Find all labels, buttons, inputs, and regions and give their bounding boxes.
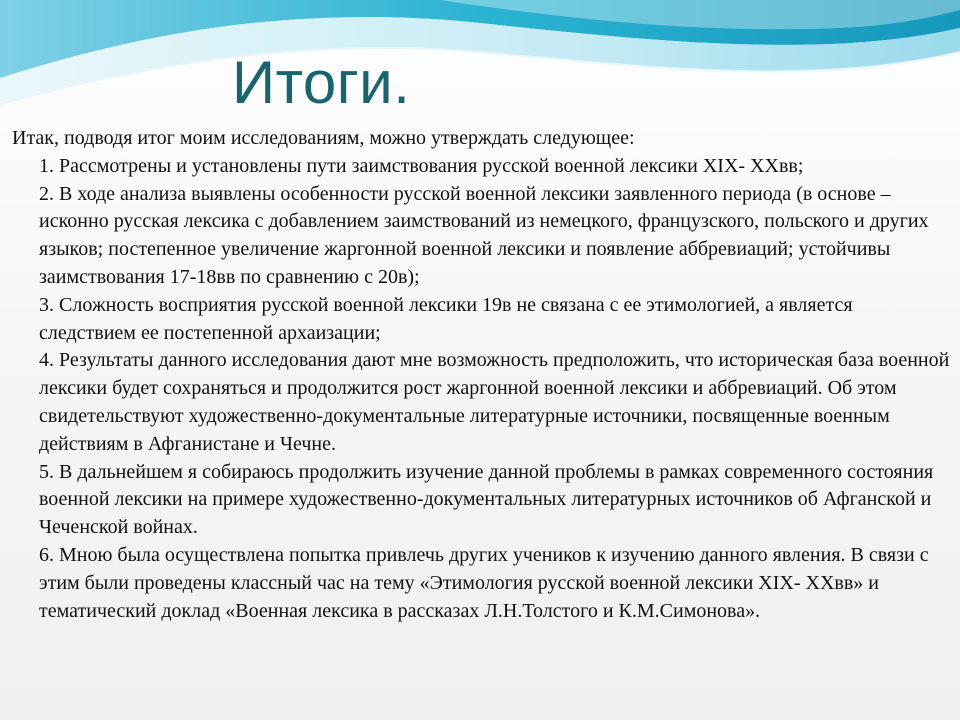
list-item-2: 2. В ходе анализа выявлены особенности русской военной лексики заявленного периода (в основе – исконно русская лексика с добавлением заимствований из немецкого, французского, польского и других языков; постепенное увеличение жаргонной военной лексики и появление аббревиаций; устойчивы заимствования 17-18вв по сравнению с 20в); <box>39 182 929 288</box>
list-item-1: 1. Рассмотрены и установлены пути заимствования русской военной лексики XIX- XXвв; <box>39 154 804 177</box>
slide-title: Итоги. <box>232 49 411 116</box>
slide-body <box>12 125 952 625</box>
list-item-5: 5. В дальнейшем я собираюсь продолжить изучение данной проблемы в рамках современного состояния военной лексики на примере художественно-документальных литературных источников об Афганской и Чеченской войнах. <box>39 460 934 539</box>
list-item-4: 4. Результаты данного исследования дают мне возможность предположить, что историческая база военной лексики будет сохраняться и продолжится рост жаргонной военной лексики и аббревиаций. Об этом свидетельствуют художественно-документальные литературные источники, посвященные военным действиям в Афганистане и Чечне. <box>39 349 950 455</box>
list-item-6: 6. Мною была осуществлена попытка привлечь других учеников к изучению данного явления. В связи с этим были проведены классный час на тему «Этимология русской военной лексики XIX- XXвв» и тематический доклад «Военная лексика в рассказах Л.Н.Толстого и К.М.Симонова». <box>39 543 929 622</box>
decorative-wave-header <box>0 0 960 130</box>
intro-text: Итак, подводя итог моим исследованиям, можно утверждать следующее: <box>12 127 635 149</box>
list-item-3: 3. Сложность восприятия русской военной лексики 19в не связана с ее этимологией, а является следствием ее постепенной архаизации; <box>39 293 853 344</box>
